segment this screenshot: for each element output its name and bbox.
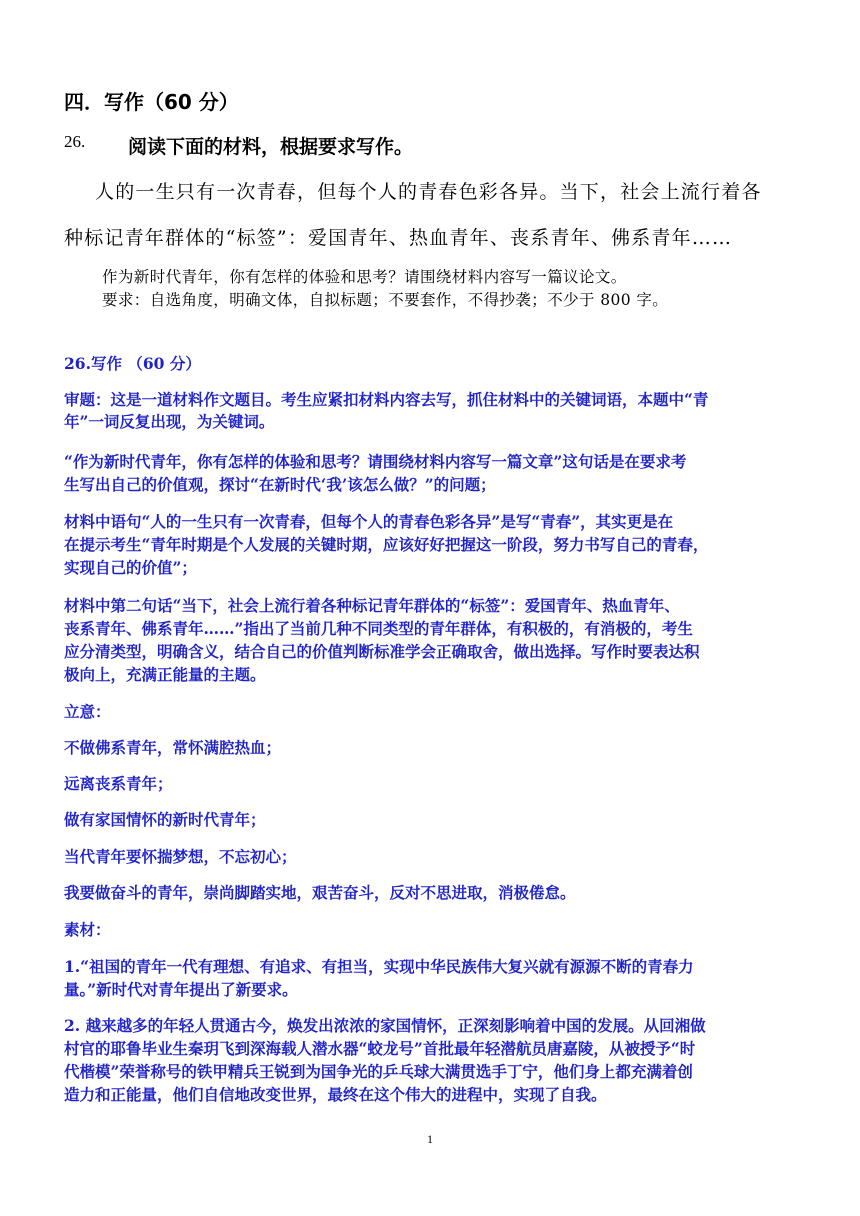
task-requirements: 要求：自选角度，明确文体，自拟标题；不要套作，不得抄袭；不少于 800 字。 bbox=[102, 291, 669, 309]
analysis-p2-line2: 生写出自己的价值观，探讨“在新时代‘我’该怎么做？”的问题； bbox=[64, 475, 496, 494]
section-heading: 四．写作（60 分） bbox=[64, 90, 239, 114]
idea-label: 立意： bbox=[64, 702, 111, 721]
material-1-line2: 量。”新时代对青年提出了新要求。 bbox=[64, 980, 298, 999]
analysis-p3-line1: 材料中语句“人的一生只有一次青春，但每个人的青春色彩各异”是写“青春”，其实更是在 bbox=[64, 512, 674, 531]
material-2-line1: 2. 越来越多的年轻人贯通古今，焕发出浓浓的家国情怀，正深刻影响着中国的发展。从回湘做 bbox=[64, 1016, 706, 1035]
material-1-line1: 1.“祖国的青年一代有理想、有追求、有担当，实现中华民族伟大复兴就有源源不断的青春力 bbox=[64, 957, 694, 976]
question-number: 26. bbox=[64, 132, 86, 151]
material-line-1: 人的一生只有一次青春，但每个人的青春色彩各异。当下，社会上流行着各 bbox=[95, 181, 762, 203]
analysis-p4-line1: 材料中第二句话“当下，社会上流行着各种标记青年群体的“标签”：爱国青年、热血青年、 bbox=[64, 596, 680, 615]
idea-item: 做有家国情怀的新时代青年； bbox=[64, 810, 266, 829]
analysis-p4-line3: 应分清类型，明确含义，结合自己的价值判断标准学会正确取舍，做出选择。写作时要表达积 bbox=[64, 642, 700, 661]
page-number: 1 bbox=[427, 1132, 433, 1146]
analysis-p2-line1: “作为新时代青年，你有怎样的体验和思考？请围绕材料内容写一篇文章”这句话是在要求考 bbox=[64, 452, 687, 471]
material-label: 素材： bbox=[64, 920, 111, 939]
idea-item: 不做佛系青年，常怀满腔热血； bbox=[64, 738, 282, 757]
material-line-2: 种标记青年群体的“标签”：爱国青年、热血青年、丧系青年、佛系青年…… bbox=[64, 227, 733, 249]
analysis-p1-line2: 年”一词反复出现，为关键词。 bbox=[64, 412, 275, 431]
material-2-line4: 造力和正能量，他们自信地改变世界，最终在这个伟大的进程中，实现了自我。 bbox=[64, 1085, 607, 1104]
material-2-line2: 村官的耶鲁毕业生秦玥飞到深海载人潜水器“蛟龙号”首批最年轻潜航员唐嘉陵，从被授予“时 bbox=[64, 1039, 696, 1058]
idea-item: 当代青年要怀揣梦想，不忘初心； bbox=[64, 847, 297, 866]
idea-item: 我要做奋斗的青年，崇尚脚踏实地，艰苦奋斗，反对不思进取，消极倦怠。 bbox=[64, 883, 576, 902]
answer-title: 26.写作 （60 分） bbox=[64, 354, 201, 373]
task-line-1: 作为新时代青年，你有怎样的体验和思考？请围绕材料内容写一篇议论文。 bbox=[102, 268, 627, 286]
analysis-p4-line4: 极向上，充满正能量的主题。 bbox=[64, 665, 266, 684]
idea-item: 远离丧系青年； bbox=[64, 774, 173, 793]
material-2-line3: 代楷模”荣誉称号的铁甲精兵王锐到为国争光的乒乓球大满贯选手丁宁，他们身上都充满着创 bbox=[64, 1062, 693, 1081]
analysis-p3-line2: 在提示考生“青年时期是个人发展的关键时期，应该好好把握这一阶段，努力书写自己的青春， bbox=[64, 535, 709, 554]
analysis-p3-line3: 实现自己的价值”； bbox=[64, 558, 197, 577]
question-prompt: 阅读下面的材料，根据要求写作。 bbox=[128, 136, 414, 158]
analysis-p1-line1: 审题：这是一道材料作文题目。考生应紧扣材料内容去写，抓住材料中的关键词语，本题中“青 bbox=[64, 390, 709, 409]
analysis-p4-line2: 丧系青年、佛系青年……”指出了当前几种不同类型的青年群体，有积极的，有消极的，考生 bbox=[64, 619, 693, 638]
